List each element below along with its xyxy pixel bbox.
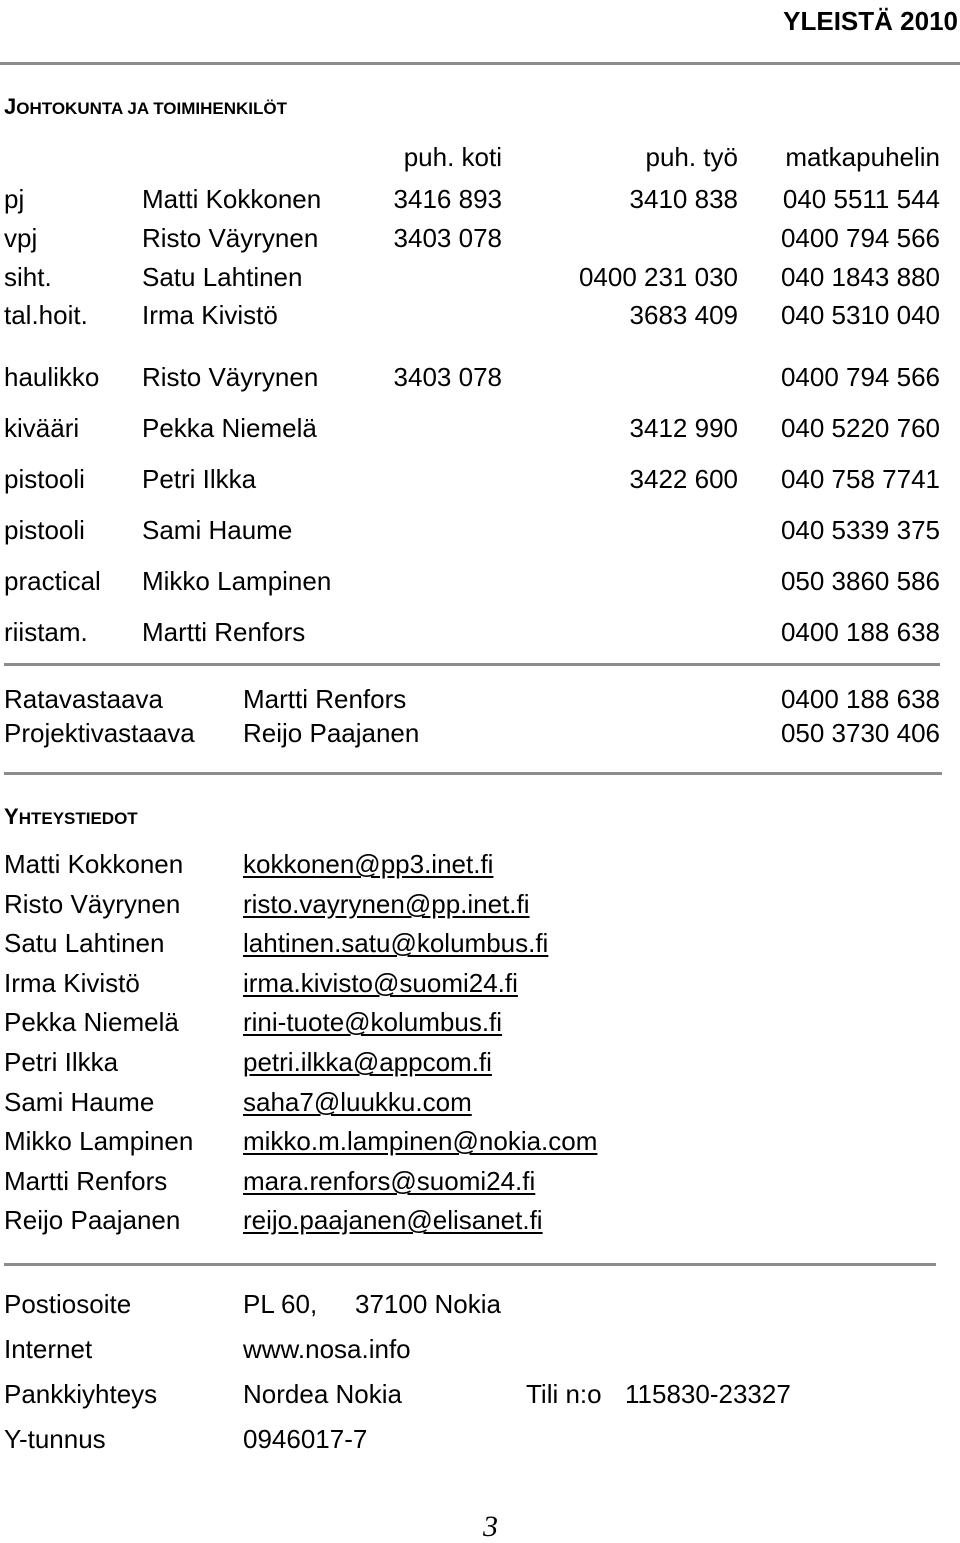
board-row-mobile-phone: 040 1843 880 xyxy=(780,262,940,292)
account-label: Tili n:o xyxy=(526,1379,602,1409)
column-header-work: puh. työ xyxy=(645,142,738,172)
board-row-name: Sami Haume xyxy=(142,515,293,545)
board-row-role: pj xyxy=(4,184,25,214)
board-heading-initial: J xyxy=(4,94,17,119)
internet-label: Internet xyxy=(4,1334,93,1364)
contact-name: Sami Haume xyxy=(4,1087,155,1117)
official-name: Reijo Paajanen xyxy=(243,718,420,748)
board-row-role: tal.hoit. xyxy=(4,300,88,330)
board-row-mobile-phone: 0400 794 566 xyxy=(780,223,940,253)
board-row-mobile-phone: 040 5339 375 xyxy=(780,515,940,545)
contact-name: Satu Lahtinen xyxy=(4,928,165,958)
contact-email-link[interactable]: risto.vayrynen@pp.inet.fi xyxy=(243,889,530,919)
board-row-work-phone: 3410 838 xyxy=(629,184,738,214)
board-row-mobile-phone: 040 5220 760 xyxy=(780,413,940,443)
board-rule xyxy=(4,663,940,666)
board-row-mobile-phone: 0400 188 638 xyxy=(780,617,940,647)
column-header-mobile: matkapuhelin xyxy=(785,142,940,172)
board-row-name: Pekka Niemelä xyxy=(142,413,317,443)
contact-email-link[interactable]: mikko.m.lampinen@nokia.com xyxy=(243,1126,598,1156)
board-row-mobile-phone: 040 758 7741 xyxy=(780,464,940,494)
board-row-role: riistam. xyxy=(4,617,88,647)
board-row-name: Irma Kivistö xyxy=(142,300,278,330)
board-heading xyxy=(4,92,287,118)
board-heading-rest: OHTOKUNTA JA TOIMIHENKILÖT xyxy=(16,99,287,118)
board-row-name: Risto Väyrynen xyxy=(142,223,319,253)
contact-email-link[interactable]: petri.ilkka@appcom.fi xyxy=(243,1047,492,1077)
contact-email-link[interactable]: reijo.paajanen@elisanet.fi xyxy=(243,1205,543,1235)
ytunnus-value: 0946017-7 xyxy=(243,1424,368,1454)
contact-email-link[interactable]: rini-tuote@kolumbus.fi xyxy=(243,1007,503,1037)
contact-name: Reijo Paajanen xyxy=(4,1205,181,1235)
board-row-role: vpj xyxy=(4,223,38,253)
board-row-role: practical xyxy=(4,566,101,596)
board-row-work-phone: 3422 600 xyxy=(629,464,738,494)
board-row-home-phone: 3403 078 xyxy=(393,362,502,392)
bank-name: Nordea Nokia xyxy=(243,1379,402,1409)
page-header-title: YLEISTÄ 2010 xyxy=(783,6,958,36)
board-row-home-phone: 3403 078 xyxy=(393,223,502,253)
board-row-mobile-phone: 040 5511 544 xyxy=(782,184,940,214)
board-row-home-phone: 3416 893 xyxy=(393,184,502,214)
board-row-name: Matti Kokkonen xyxy=(142,184,322,214)
board-row-mobile-phone: 0400 794 566 xyxy=(780,362,940,392)
official-name: Martti Renfors xyxy=(243,684,407,714)
official-phone: 0400 188 638 xyxy=(780,684,940,714)
contact-name: Mikko Lampinen xyxy=(4,1126,194,1156)
board-row-work-phone: 3683 409 xyxy=(629,300,738,330)
contact-name: Pekka Niemelä xyxy=(4,1007,179,1037)
contacts-rule xyxy=(4,1263,936,1266)
contacts-heading-rest: HTEYSTIEDOT xyxy=(18,809,138,828)
board-row-name: Martti Renfors xyxy=(142,617,306,647)
bank-label: Pankkiyhteys xyxy=(4,1379,158,1409)
contact-email-link[interactable]: mara.renfors@suomi24.fi xyxy=(243,1166,536,1196)
contact-email-link[interactable]: kokkonen@pp3.inet.fi xyxy=(243,849,494,879)
board-row-work-phone: 0400 231 030 xyxy=(578,262,738,292)
contact-name: Petri Ilkka xyxy=(4,1047,119,1077)
column-header-home: puh. koti xyxy=(403,142,502,172)
postal-box: PL 60, xyxy=(243,1289,318,1319)
internet-link[interactable]: www.nosa.info xyxy=(243,1334,411,1364)
contact-email-link[interactable]: saha7@luukku.com xyxy=(243,1087,472,1117)
board-row-role: haulikko xyxy=(4,362,100,392)
board-row-role: pistooli xyxy=(4,515,85,545)
board-row-name: Mikko Lampinen xyxy=(142,566,332,596)
postal-label: Postiosoite xyxy=(4,1289,132,1319)
contact-name: Risto Väyrynen xyxy=(4,889,181,919)
official-phone: 050 3730 406 xyxy=(780,718,940,748)
contact-name: Martti Renfors xyxy=(4,1166,168,1196)
board-row-name: Petri Ilkka xyxy=(142,464,257,494)
contact-email-link[interactable]: lahtinen.satu@kolumbus.fi xyxy=(243,928,549,958)
contacts-heading-initial: Y xyxy=(4,804,19,829)
contact-name: Matti Kokkonen xyxy=(4,849,184,879)
board-row-work-phone: 3412 990 xyxy=(629,413,738,443)
account-number: 115830-23327 xyxy=(625,1379,791,1409)
board-row-mobile-phone: 040 5310 040 xyxy=(780,300,940,330)
official-role: Projektivastaava xyxy=(4,718,195,748)
board-row-mobile-phone: 050 3860 586 xyxy=(780,566,940,596)
officials-rule xyxy=(4,772,942,775)
contact-email-link[interactable]: irma.kivisto@suomi24.fi xyxy=(243,968,518,998)
contact-name: Irma Kivistö xyxy=(4,968,140,998)
board-row-role: pistooli xyxy=(4,464,85,494)
board-row-role: kivääri xyxy=(4,413,80,443)
contacts-heading xyxy=(4,802,138,828)
official-role: Ratavastaava xyxy=(4,684,163,714)
ytunnus-label: Y-tunnus xyxy=(4,1424,106,1454)
header-rule xyxy=(0,62,960,65)
postal-code-city: 37100 Nokia xyxy=(355,1289,501,1319)
board-row-name: Satu Lahtinen xyxy=(142,262,303,292)
page-number: 3 xyxy=(483,1510,498,1543)
board-row-role: siht. xyxy=(4,262,52,292)
board-row-name: Risto Väyrynen xyxy=(142,362,319,392)
